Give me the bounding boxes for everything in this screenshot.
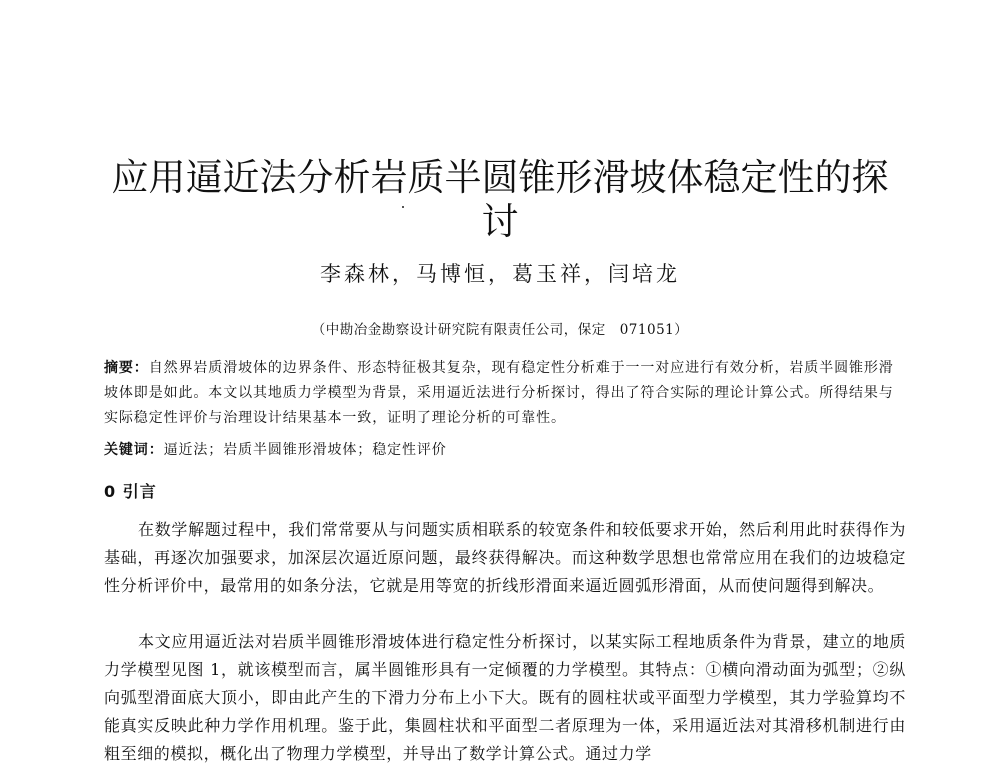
abstract-text: 自然界岩质滑坡体的边界条件、形态特征极其复杂，现有稳定性分析难于一一对应进行有效分析，岩质半圆锥形滑坡体即是如此。本文以其地质力学模型为背景，采用逼近法进行分析探讨，得出了符合实际的理论计算公式。所得结果与实际稳定性评价与治理设计结果基本一致，证明了理论分析的可靠性。 — [104, 360, 894, 426]
keywords-label: 关键词： — [104, 442, 164, 458]
scan-speck — [402, 206, 404, 208]
body-paragraph: 在数学解题过程中，我们常常要从与问题实质相联系的较宽条件和较低要求开始，然后利用此时获得作为基础，再逐次加强要求，加深层次逼近原问题，最终获得解决。而这种数学思想也常常应用在我们的边坡稳定性分析评价中，最常用的如条分法，它就是用等宽的折线形滑面来逼近圆弧形滑面，从而使问题得到解决。 — [104, 520, 906, 595]
section-number: 0 — [104, 482, 117, 501]
body-paragraph: 本文应用逼近法对岩质半圆锥形滑坡体进行稳定性分析探讨，以某实际工程地质条件为背景，建立的地质力学模型见图 1，就该模型而言，属半圆锥形具有一定倾覆的力学模型。其特点：①横向滑动面为弧型；②纵向弧型滑面底大顶小，即由此产生的下滑力分布上小下大。既有的圆柱状或平面型力学模型，其力学验算均不能真实反映此种力学作用机理。鉴于此，集圆柱状和平面型二者原理为一体，采用逼近法对其滑移机制进行由粗至细的模拟，概化出了物理力学模型，并导出了数学计算公式。通过力学 — [104, 632, 906, 763]
keywords-text: 逼近法；岩质半圆锥形滑坡体；稳定性评价 — [163, 442, 447, 458]
section-title: 引言 — [122, 482, 157, 501]
author-list: 李森林，马博恒，葛玉祥，闫培龙 — [320, 262, 680, 286]
section-heading — [104, 479, 157, 502]
abstract-label: 摘要： — [104, 360, 149, 376]
paper-title: 应用逼近法分析岩质半圆锥形滑坡体稳定性的探讨 — [111, 156, 889, 243]
abstract-block — [104, 356, 904, 431]
affiliation: （中勘冶金勘察设计研究院有限责任公司，保定 071051） — [311, 322, 689, 338]
keywords-block — [104, 439, 904, 461]
